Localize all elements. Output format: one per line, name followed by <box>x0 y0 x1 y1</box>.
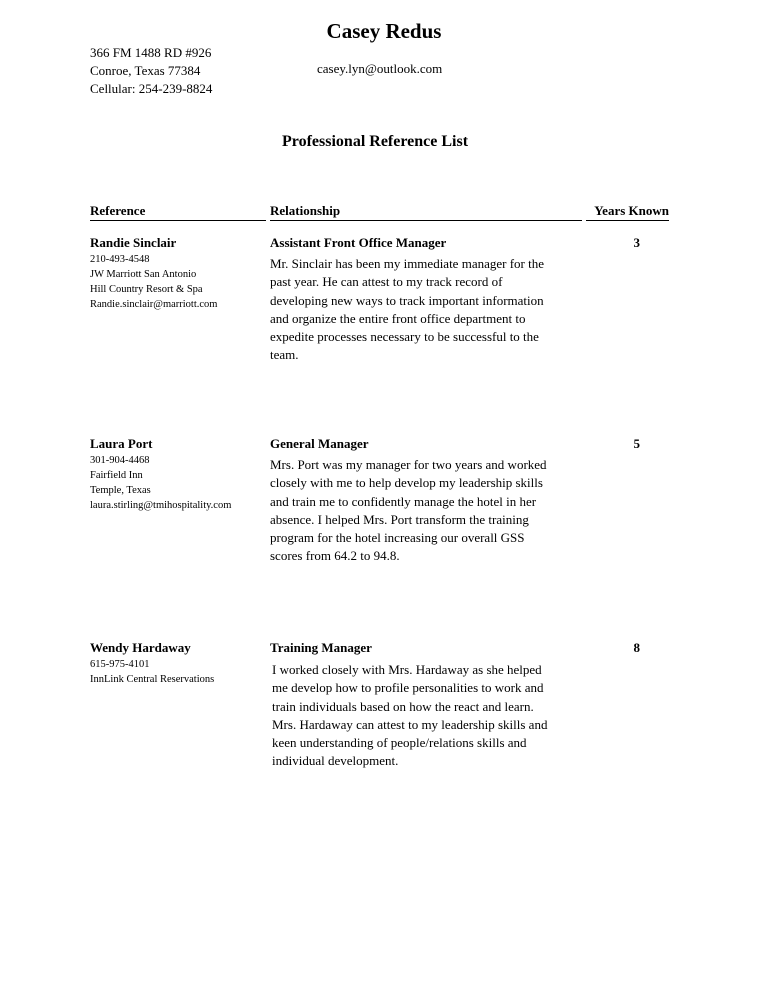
description-line: absence. I helped Mrs. Port transform the training <box>270 511 529 527</box>
reference-years-known: 5 <box>633 436 640 451</box>
reference-details <box>90 657 214 687</box>
reference-detail-line: Temple, Texas <box>90 485 151 496</box>
reference-details <box>90 453 231 513</box>
address-line-2: Conroe, Texas 77384 <box>90 63 201 78</box>
reference-detail-line: InnLink Central Reservations <box>90 674 215 685</box>
reference-details <box>90 252 217 312</box>
reference-relationship: General Manager <box>270 436 369 451</box>
column-header-years-known: Years Known <box>586 203 669 221</box>
candidate-name: Casey Redus <box>326 19 442 43</box>
description-line: individual development. <box>272 753 399 769</box>
description-line: train individuals based on how the react and learn. <box>272 698 534 714</box>
reference-description <box>270 456 570 566</box>
description-line: and train me to confidently manage the hotel in her <box>270 493 537 509</box>
description-line: developing new ways to track important information <box>270 292 544 308</box>
description-line: Mr. Sinclair has been my immediate manager for the <box>270 256 544 271</box>
description-line: closely with me to help develop my leadership skills <box>270 475 543 491</box>
reference-phone: 301-904-4468 <box>90 455 150 466</box>
reference-name: Laura Port <box>90 436 153 451</box>
description-line: past year. He can attest to my track record of <box>270 274 503 290</box>
description-line: Mrs. Port was my manager for two years and worked <box>270 457 547 472</box>
column-header-relationship: Relationship <box>270 203 582 221</box>
reference-relationship: Assistant Front Office Manager <box>270 235 447 250</box>
address-line-1: 366 FM 1488 RD #926 <box>90 45 212 60</box>
column-header-reference: Reference <box>90 203 266 221</box>
reference-years-known: 8 <box>633 640 640 655</box>
description-line: program for the hotel increasing our overall GSS <box>270 530 525 546</box>
phone-number: Cellular: 254-239-8824 <box>90 81 213 96</box>
description-line: keen understanding of people/relations skills and <box>272 735 527 751</box>
description-line: Mrs. Hardaway can attest to my leadership skills and <box>272 716 548 732</box>
reference-years-known: 3 <box>633 235 640 250</box>
reference-relationship: Training Manager <box>270 640 372 655</box>
reference-detail-line: JW Marriott San Antonio <box>90 269 197 280</box>
reference-detail-line: Fairfield Inn <box>90 470 143 481</box>
description-line: me develop how to profile personalities to work and <box>272 680 544 696</box>
reference-name: Wendy Hardaway <box>90 640 191 655</box>
reference-phone: 210-493-4548 <box>90 254 150 265</box>
reference-phone: 615-975-4101 <box>90 659 150 670</box>
email-address: casey.lyn@outlook.com <box>317 61 443 76</box>
reference-detail-line: Hill Country Resort & Spa <box>90 284 203 295</box>
description-line: team. <box>270 347 299 363</box>
description-line: expedite processes necessary to be successful to the <box>270 329 539 345</box>
reference-description <box>272 661 572 771</box>
reference-email: Randie.sinclair@marriott.com <box>90 299 218 310</box>
reference-email: laura.stirling@tmihospitality.com <box>90 500 232 511</box>
page-title: Professional Reference List <box>282 133 469 150</box>
description-line: scores from 64.2 to 94.8. <box>270 548 400 564</box>
reference-name: Randie Sinclair <box>90 235 177 250</box>
reference-description <box>270 255 570 365</box>
description-line: I worked closely with Mrs. Hardaway as she helped <box>272 662 542 677</box>
description-line: and organize the entire front office department to <box>270 310 526 326</box>
